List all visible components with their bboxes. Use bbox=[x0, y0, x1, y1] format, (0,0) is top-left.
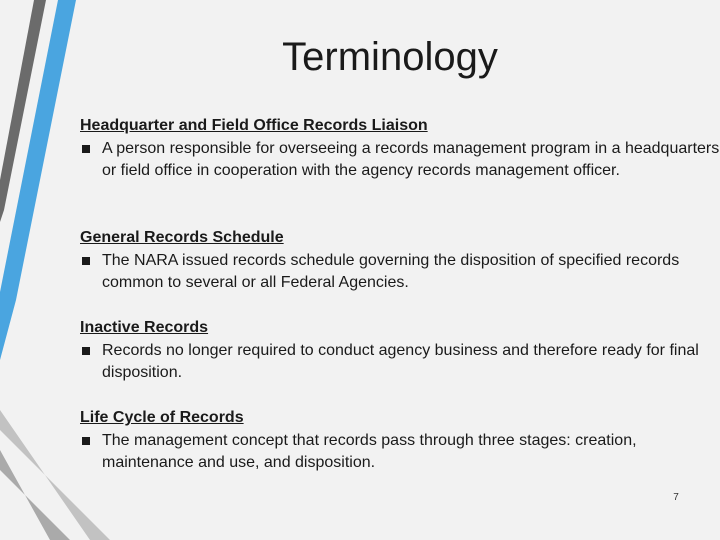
square-bullet-icon bbox=[82, 437, 90, 445]
page-number: 7 bbox=[673, 492, 679, 503]
term-section bbox=[80, 228, 720, 294]
term-heading: General Records Schedule bbox=[80, 229, 284, 246]
term-definition bbox=[80, 340, 720, 384]
term-definition bbox=[80, 138, 720, 182]
blue-stripe bbox=[0, 0, 76, 360]
term-heading: Life Cycle of Records bbox=[80, 409, 244, 426]
definition-text: The NARA issued records schedule governing the disposition of specified records common to several or all Federal Agencies. bbox=[102, 252, 680, 291]
term-section bbox=[80, 116, 720, 182]
slide-title: Terminology bbox=[282, 35, 498, 79]
square-bullet-icon bbox=[82, 257, 90, 265]
term-heading: Inactive Records bbox=[80, 319, 209, 336]
term-section bbox=[80, 408, 720, 474]
square-bullet-icon bbox=[82, 347, 90, 355]
term-heading: Headquarter and Field Office Records Liaison bbox=[80, 117, 428, 134]
term-definition bbox=[80, 430, 720, 474]
term-section bbox=[80, 318, 720, 384]
definition-text: A person responsible for overseeing a records management program in a headquarters or field office in cooperation with the agency records management officer. bbox=[102, 140, 720, 179]
definition-text: Records no longer required to conduct agency business and therefore ready for final disposition. bbox=[102, 342, 699, 381]
term-definition bbox=[80, 250, 720, 294]
square-bullet-icon bbox=[82, 145, 90, 153]
definition-text: The management concept that records pass through three stages: creation, maintenance and use, and disposition. bbox=[102, 432, 637, 471]
